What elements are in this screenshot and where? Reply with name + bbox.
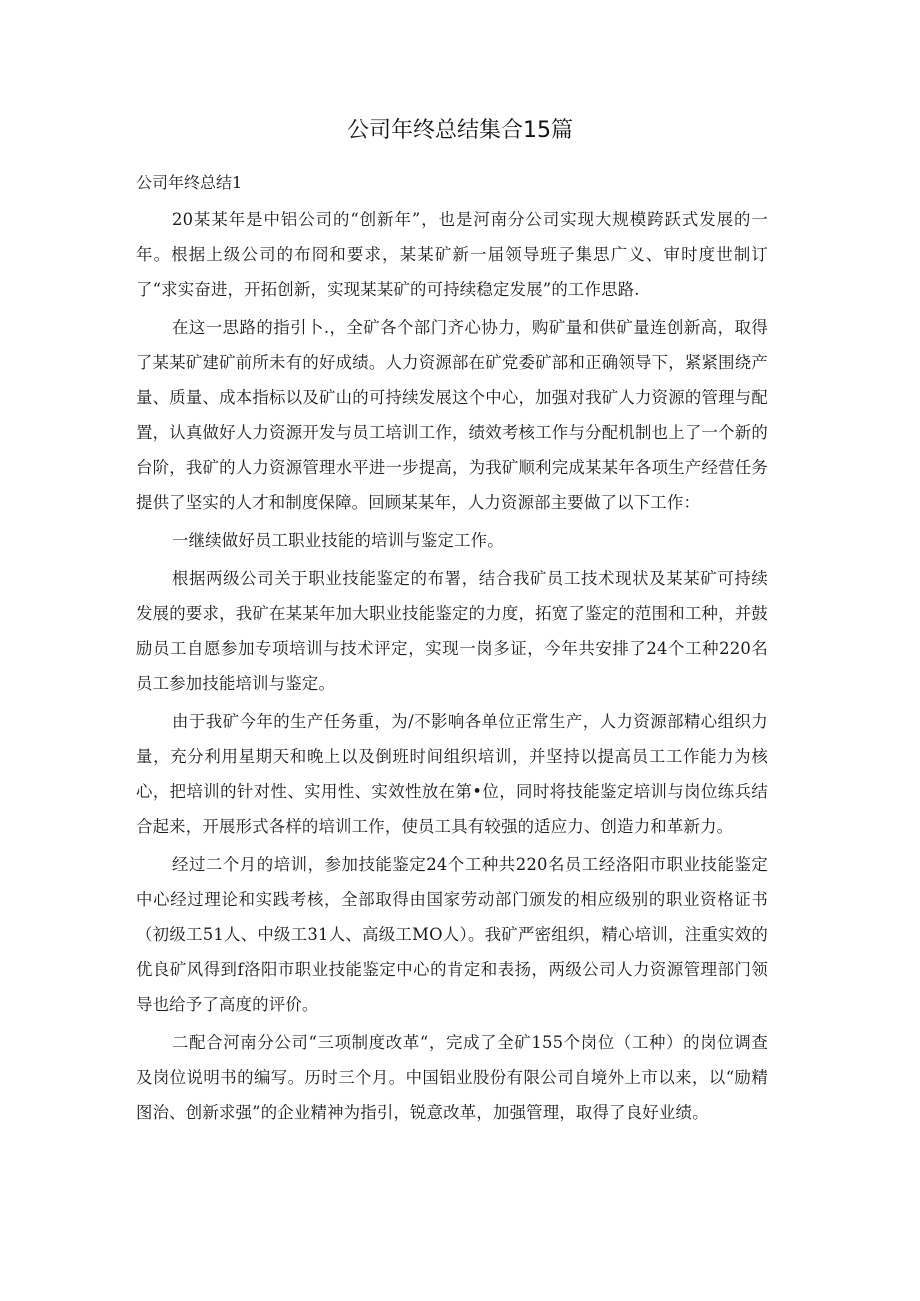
- paragraph: 在这一思路的指引卜.，全矿各个部门齐心协力，购矿量和供矿量连创新高，取得了某某矿建矿前所未有的好成绩。人力资源部在矿党委矿部和正确领导下，紧紧围绕产量、质量、成本指标以及矿山的可持续发展这个中心，加强对我矿人力资源的管理与配置，认真做好人力资源开发与员工培训工作，绩效考核工作与分配机制也上了一个新的台阶，我矿的人力资源管理水平进一步提高，为我矿顺利完成某某年各项生产经营任务提供了坚实的人才和制度保障。回顾某某年，人力资源部主要做了以下工作：: [136, 318, 768, 512]
- section-heading: 公司年终总结1: [136, 173, 243, 192]
- document-body: [136, 202, 768, 1133]
- paragraph: 由于我矿今年的生产任务重，为/不影响各单位正常生产，人力资源部精心组织力量，充分利用星期天和晚上以及倒班时间组织培训，并坚持以提高员工工作能力为核心，把培训的针对性、实用性、实效性放在第•位，同时将技能鉴定培训与岗位练兵结合起来，开展形式各样的培训工作，使员工具有较强的适应力、创造力和革新力。: [136, 712, 768, 836]
- paragraph: 根据两级公司关于职业技能鉴定的布署，结合我矿员工技术现状及某某矿可持续发展的要求，我矿在某某年加大职业技能鉴定的力度，拓宽了鉴定的范围和工种，并鼓励员工自愿参加专项培训与技术评定，实现一岗多证，今年共安排了24个工种220名员工参加技能培训与鉴定。: [136, 569, 768, 693]
- paragraph: 20某某年是中铝公司的“创新年”，也是河南分公司实现大规模跨跃式发展的一年。根据上级公司的布冏和要求，某某矿新一届领导班子集思广义、审时度世制订了“求实奋进，开拓创新，实现某某矿的可持续稳定发展”的工作思路.: [136, 210, 768, 299]
- paragraph: 二配合河南分公司“三项制度改革“，完成了全矿155个岗位（工种）的岗位调查及岗位说明书的编写。历时三个月。中国铝业股份有限公司自境外上市以来，以“励精图治、创新求强”的企业精神为指引，锐意改革，加强管理，取得了良好业绩。: [136, 1033, 768, 1122]
- paragraph: 经过二个月的培训，参加技能鉴定24个工种共220名员工经洛阳市职业技能鉴定中心经过理论和实践考核，全部取得由国家劳动部门颁发的相应级别的职业资格证书（初级工51人、中级工31人、高级工MO人）。我矿严密组织，精心培训，注重实效的优良矿风得到f洛阳市职业技能鉴定中心的肯定和表扬，两级公司人力资源管理部门领导也给予了高度的评价。: [136, 855, 768, 1014]
- paragraph: 一继续做好员工职业技能的培训与鉴定工作。: [172, 531, 504, 550]
- document-title: 公司年终总结集合15篇: [347, 118, 573, 143]
